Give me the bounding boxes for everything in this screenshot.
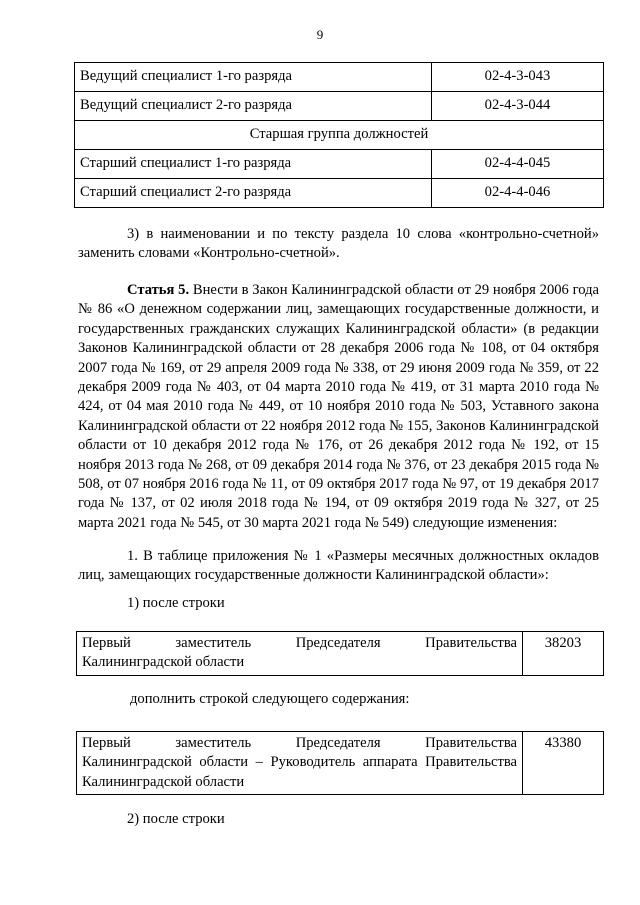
item-1-paragraph: 1. В таблице приложения № 1 «Размеры месячных должностных окладов лиц, замещающих государственные должности Калининградской области»: [78,548,599,584]
article-heading: Статья 5. [127,282,190,298]
position-code: 02-4-3-044 [432,92,604,121]
row-name-cell [77,632,523,676]
subitem-2-label: 2) после строки [127,811,225,827]
add-row-label: дополнить строкой следующего содержания: [130,691,410,707]
row-name-line: Первый заместитель Председателя Правительства [82,735,517,751]
table-row [77,732,604,795]
table-row [75,150,604,179]
table-row [77,632,604,676]
row-value: 38203 [523,632,604,676]
position-code: 02-4-3-043 [432,63,604,92]
row-name-cell [77,732,523,795]
article-text: Внести в Закон Калининградской области от 29 ноября 2006 года № 86 «О денежном содержании лиц, замещающих государственные должности, и государственных гражданских служащих Калининградской области» (в редакции Законов Калининградской области от 28 декабря 2006 года № 108, от 04 октября 2007 года № 169, от 29 апреля 2009 года № 338, от 29 июня 2009 года № 359, от 22 декабря 2009 года № 403, от 04 марта 2010 года № 419, от 31 марта 2010 года № 424, от 04 мая 2010 года № 449, от 10 ноября 2010 года № 503, Уставного закона Калининградской области от 22 ноября 2012 года № 155, Законов Калининградской области от 10 декабря 2012 года № 176, от 26 декабря 2012 года № 192, от 15 ноября 2013 года № 268, от 09 декабря 2014 года № 376, от 23 декабря 2015 года № 508, от 07 ноября 2016 года № 11, от 09 октября 2017 года № 97, от 19 декабря 2017 года № 137, от 02 июля 2018 года № 194, от 09 октября 2019 года № 327, от 25 марта 2021 года № 545, от 30 марта 2021 года № 549) следующие изменения: [78,282,599,531]
table-row [75,63,604,92]
page-number: 9 [316,27,324,42]
subitem-1-label: 1) после строки [127,595,225,611]
table-row [75,179,604,208]
table-group-row [75,121,604,150]
first-deputy-table [76,631,604,676]
table-row [75,92,604,121]
position-group-title: Старшая группа должностей [75,121,604,150]
item-3-paragraph: 3) в наименовании и по тексту раздела 10 слова «контрольно-счетной» заменить словами «Контрольно-счетной». [78,226,599,262]
positions-table [74,62,604,208]
row-name-rest: Калининградской области [82,654,245,671]
row-name-rest: Калининградской области – Руководитель аппарата Правительства Калининградской области [82,754,517,790]
position-code: 02-4-4-046 [432,179,604,208]
position-name: Ведущий специалист 2-го разряда [75,92,432,121]
row-name-line: Первый заместитель Председателя Правительства [82,635,517,651]
position-name: Старший специалист 1-го разряда [75,150,432,179]
position-code: 02-4-4-045 [432,150,604,179]
row-value: 43380 [523,732,604,795]
article-5-paragraph [78,281,599,533]
position-name: Старший специалист 2-го разряда [75,179,432,208]
position-name: Ведущий специалист 1-го разряда [75,63,432,92]
new-row-table [76,731,604,795]
